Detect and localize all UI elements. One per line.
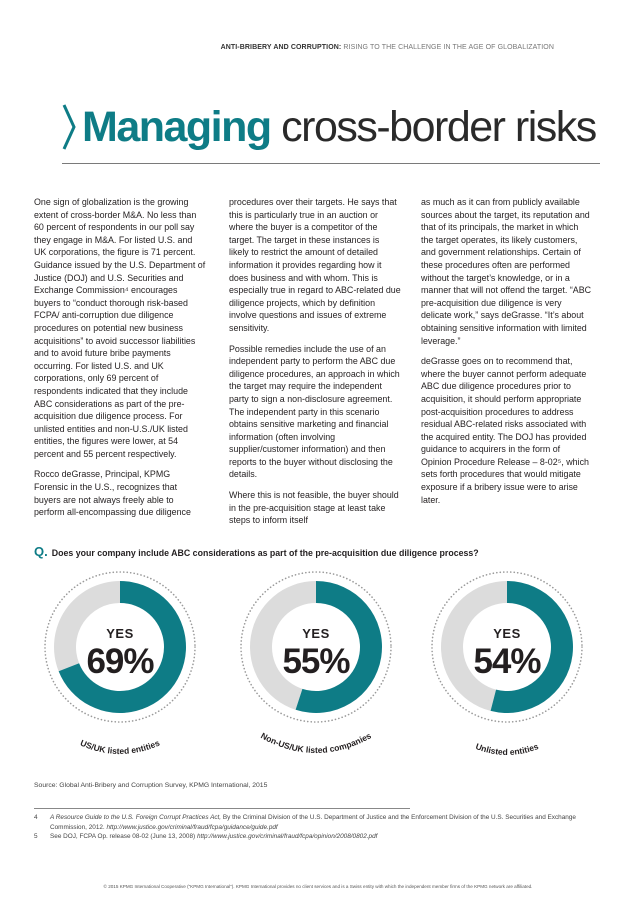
category-label-non-us-uk xyxy=(237,718,395,778)
paragraph: Where this is not feasible, the buyer should in the pre-acquisition stage at least take steps to inform itself xyxy=(229,490,399,526)
running-head-section: ANTI-BRIBERY AND CORRUPTION: xyxy=(220,44,342,51)
page-title xyxy=(62,100,596,160)
question-marker: Q. xyxy=(34,544,48,559)
title-text xyxy=(82,102,596,152)
percent-label: 55% xyxy=(282,642,350,681)
footnote-link[interactable]: http://www.justice.gov/criminal/fraud/fcpa/opinion/2008/0802.pdf xyxy=(195,833,378,841)
text-column-2 xyxy=(229,196,401,535)
paragraph: Rocco deGrasse, Principal, KPMG Forensic in the U.S., recognizes that buyers are not always freely able to perform all-encompassing due diligence xyxy=(34,469,191,518)
text-column-1 xyxy=(34,196,206,527)
yes-label: YES xyxy=(106,626,134,641)
source-note: Source: Global Anti-Bribery and Corruption Survey, KPMG International, 2015 xyxy=(34,782,268,789)
percent-label: 69% xyxy=(86,642,154,681)
paragraph: deGrasse goes on to recommend that, where the buyer cannot perform adequate ABC due diligence procedures prior to acquisition, it should perform appropriate post-acquisition procedures to address residual ABC-related risks associated with the acquired entity. The DOJ has provided guidance to acquirers in the form of Opinion Procedure Release – 8-02⁵, which sets forth procedures that would mitigate exposure if a bribery issue were to arise later. xyxy=(421,356,589,505)
paragraph: Possible remedies include the use of an independent party to perform the ABC due diligence procedures, an approach in which the target may require the independent party to sign a non-disclosure agreement. The independent party in this scenario obtains sensitive marketing and financial information (often involving supplier/customer information) and then reports to the buyer without disclosing the details. xyxy=(229,343,400,480)
chevron-right-icon xyxy=(62,104,76,150)
title-accent: Managing xyxy=(82,103,271,151)
text-column-3 xyxy=(421,196,593,514)
category-label-unlisted xyxy=(428,718,586,778)
footnote-5 xyxy=(34,832,594,842)
survey-question xyxy=(34,544,614,559)
footnote-number: 4 xyxy=(34,814,38,821)
title-rest: cross-border risks xyxy=(281,103,596,151)
category-label-us-uk xyxy=(41,718,199,778)
yes-label: YES xyxy=(493,626,521,641)
svg-text:Non-US/UK listed companies xyxy=(259,730,373,755)
footnote-4 xyxy=(34,813,594,832)
svg-text:US/UK listed entities xyxy=(79,738,161,756)
donut-chart-us-uk xyxy=(41,568,199,726)
paragraph: as much as it can from publicly available sources about the target, its reputation and that of its principals, the market in which the target operates, its likely customers, and government relationships. Certain of these procedures often are performed without the target’s knowledge, or in a manner that will not offend the target. “ABC pre-acquisition due diligence is very delicate work,” says deGrasse. “It’s about obtaining sensitive information with limited leverage.” xyxy=(421,197,592,346)
paragraph: One sign of globalization is the growing extent of cross-border M&A. No less than 60 percent of respondents in our poll say they engage in M&A. For listed U.S. and UK corporations, the figure is 71 percent. Guidance issued by the U.S. Department of Justice (DOJ) and U.S. Securities and Exchange Commission⁴ encourages buyers to “conduct thorough risk-based FCPA/ anti-corruption due diligence procedures on potential new business acquisitions” to avoid successor liabilities and to avoid future bribe payments occurring. For listed U.S. and UK corporations, only 69 percent of respondents indicated that they include ABC considerations as part of the pre-acquisition due diligence process. For unlisted entities and non-U.S./UK listed entities, the figures were lower, at 54 percent and 55 percent respectively. xyxy=(34,197,206,459)
footnote-text: By the Criminal Division of the U.S. Department of Justice and the Enforcement Division of the U.S. Securities and Exchange Commission, 2012. xyxy=(50,814,576,831)
donut-chart-non-us-uk xyxy=(237,568,395,726)
footnote-text: See DOJ, FCPA Op. release 08-02 (June 13, 2008) xyxy=(50,833,196,841)
footnote-title: A Resource Guide to the U.S. Foreign Corrupt Practices Act, xyxy=(50,814,222,821)
category-label: Unlisted entities xyxy=(474,741,540,758)
footnote-number: 5 xyxy=(34,833,38,841)
footnote-divider xyxy=(34,808,410,809)
running-head-title: RISING TO THE CHALLENGE IN THE AGE OF GLOBALIZATION xyxy=(343,44,554,51)
footnotes xyxy=(34,813,594,842)
category-label: Non-US/UK listed companies xyxy=(259,730,373,756)
percent-label: 54% xyxy=(473,642,541,681)
category-label: US/UK listed entities xyxy=(78,737,162,757)
donut-chart-unlisted xyxy=(428,568,586,726)
footnote-link[interactable]: http://www.justice.gov/criminal/fraud/fcpa/guidance/guide.pdf xyxy=(104,823,278,831)
running-head xyxy=(221,44,554,51)
title-divider xyxy=(62,163,600,164)
copyright-notice: © 2015 KPMG International Cooperative (“KPMG International”). KPMG International provides no client services and is a Swiss entity with which the independent member firms of the KPMG network are affiliated. xyxy=(103,884,533,889)
svg-text:Unlisted entities xyxy=(474,741,540,757)
yes-label: YES xyxy=(302,626,330,641)
paragraph: procedures over their targets. He says that this is particularly true in an auction or where the buyer is a competitor of the target. The target in these instances is likely to restrict the amount of detailed information it provides regarding how it does business and with whom. This is especially true in regard to ABC-related due diligence projects, which by definition involve questions and issues of extreme sensitivity. xyxy=(229,197,401,333)
question-text: Does your company include ABC considerations as part of the pre-acquisition due diligence process? xyxy=(51,548,479,558)
